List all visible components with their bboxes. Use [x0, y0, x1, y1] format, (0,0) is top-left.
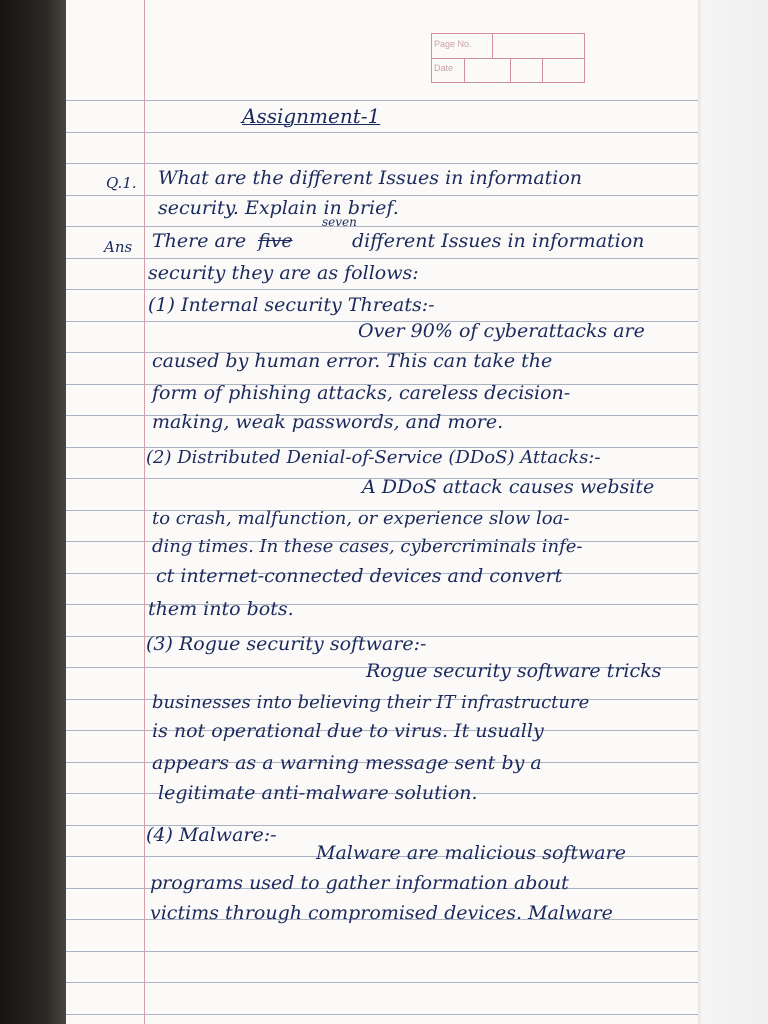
section-line: caused by human error. This can take the: [152, 350, 553, 372]
page-box-divider: [492, 34, 493, 58]
ruled-line: [66, 258, 698, 259]
section-heading: (4) Malware:-: [146, 824, 277, 846]
inserted-word: seven: [322, 215, 357, 229]
answer-line-1-start: There are: [152, 230, 247, 252]
section-line: programs used to gather information about: [150, 872, 569, 894]
section-line: is not operational due to virus. It usually: [152, 720, 544, 742]
ruled-line: [66, 100, 698, 101]
ruled-line: [66, 132, 698, 133]
ruled-line: [66, 226, 698, 227]
page-number-label: Page No.: [434, 39, 472, 49]
ruled-line: [66, 195, 698, 196]
section-line: them into bots.: [148, 598, 294, 620]
date-label: Date: [434, 63, 454, 73]
section-line: to crash, malfunction, or experience slow loa-: [152, 508, 570, 529]
date-box-divider: [464, 58, 465, 82]
section-line: Over 90% of cyberattacks are: [358, 320, 645, 342]
section-line: ct internet-connected devices and convert: [156, 565, 563, 587]
ruled-line: [66, 951, 698, 952]
section-line: form of phishing attacks, careless decision-: [152, 382, 571, 404]
section-line: Rogue security software tricks: [366, 660, 662, 682]
page-title: Assignment-1: [242, 104, 381, 128]
ruled-line: [66, 982, 698, 983]
answer-line-2: security they are as follows:: [148, 262, 419, 284]
date-box-divider: [510, 58, 511, 82]
background-right: [698, 0, 768, 1024]
section-line: Malware are malicious software: [316, 842, 626, 864]
question-label: Q.1.: [106, 174, 137, 192]
answer-label: Ans: [104, 238, 133, 256]
section-line: victims through compromised devices. Malware: [150, 902, 613, 924]
question-line-1: What are the different Issues in information: [158, 167, 583, 189]
section-heading: (1) Internal security Threats:-: [148, 294, 435, 316]
section-heading: (3) Rogue security software:-: [146, 633, 427, 655]
struck-word: five: [258, 230, 293, 252]
answer-line-1-end: different Issues in information: [352, 230, 645, 252]
section-line: A DDoS attack causes website: [362, 476, 655, 498]
ruled-line: [66, 289, 698, 290]
ruled-line: [66, 163, 698, 164]
section-line: appears as a warning message sent by a: [152, 752, 542, 774]
section-line: making, weak passwords, and more.: [152, 411, 504, 433]
date-box-divider: [542, 58, 543, 82]
dark-background-left: [0, 0, 66, 1024]
page-number-row: [432, 34, 584, 59]
page-date-box: [431, 33, 585, 83]
section-line: businesses into believing their IT infrastructure: [152, 692, 590, 713]
section-line: legitimate anti-malware solution.: [158, 782, 478, 804]
question-line-2: security. Explain in brief.: [158, 197, 399, 219]
ruled-line: [66, 1014, 698, 1015]
section-heading: (2) Distributed Denial-of-Service (DDoS) Attacks:-: [146, 447, 601, 468]
margin-line: [144, 0, 145, 1024]
date-row: [432, 58, 584, 82]
section-line: ding times. In these cases, cybercriminals infe-: [152, 536, 583, 557]
